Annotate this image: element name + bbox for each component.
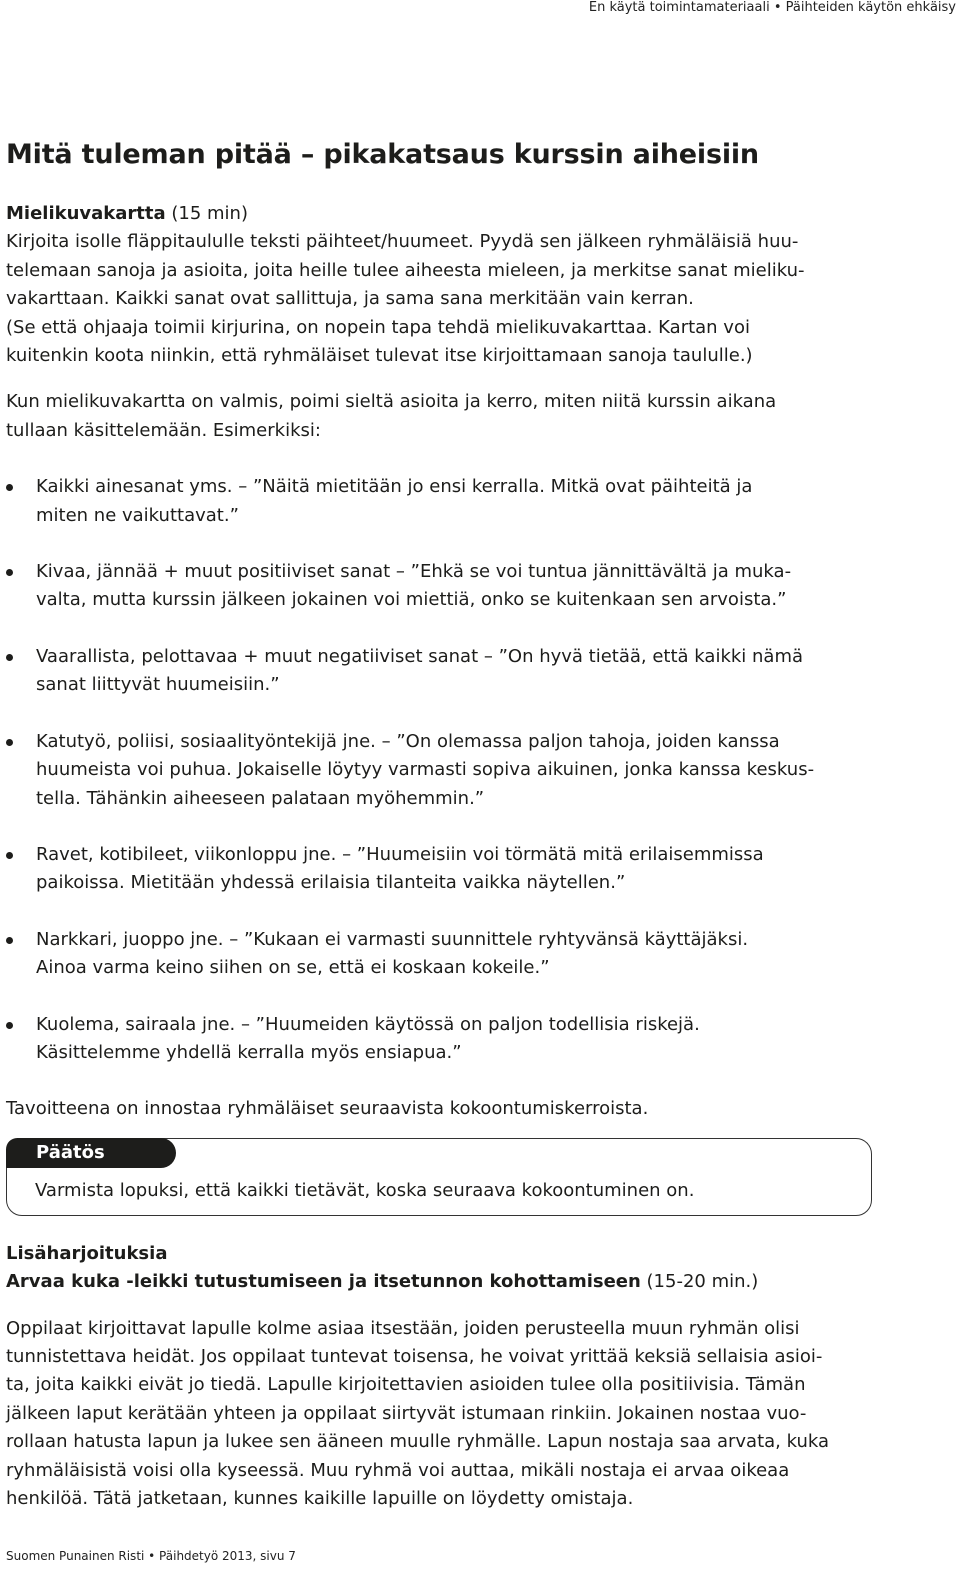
decision-box [6, 1138, 872, 1216]
text-line: huumeista voi puhua. Jokaiselle löytyy varmasti sopiva aikuinen, jonka kanssa keskus- [36, 759, 815, 781]
running-header: En käytä toimintamateriaali • Päihteiden käytön ehkäisy [588, 0, 956, 15]
text-line: vakarttaan. Kaikki sanat ovat sallittuja, ja sama sana merkitään vain kerran. [6, 288, 694, 310]
mindmap-followup [6, 388, 892, 445]
mindmap-duration: (15 min) [165, 203, 248, 224]
text-line: Oppilaat kirjoittavat lapulle kolme asiaa itsestään, joiden perusteella muun ryhmän olisi [6, 1317, 800, 1339]
text-line: telemaan sanoja ja asioita, joita heille tulee aiheesta mieleen, ja merkitse sanat mieliku- [6, 259, 805, 281]
text-line: sanat liittyvät huumeisiin.” [36, 674, 280, 696]
bullet-icon [6, 1022, 13, 1029]
text-line: Narkkari, juoppo jne. – ”Kukaan ei varmasti suunnittele ryhtyvänsä käyttäjäksi. [36, 928, 749, 950]
text-line: Ravet, kotibileet, viikonloppu jne. – ”Huumeisiin voi törmätä mitä erilaisemmissa [36, 843, 764, 865]
text-line: rollaan hatusta lapun ja lukee sen ääneen muulle ryhmälle. Lapun nostaja saa arvata, kuka [6, 1431, 830, 1453]
bullet-icon [6, 852, 13, 859]
list-item [6, 558, 892, 615]
goal-text: Tavoitteena on innostaa ryhmäläiset seuraavista kokoontumiskerroista. [6, 1098, 649, 1120]
bullet-icon [6, 569, 13, 576]
mindmap-heading: Mielikuvakartta [6, 203, 166, 224]
extra-heading: Lisäharjoituksia [6, 1242, 168, 1264]
decision-label: Päätös [6, 1138, 176, 1168]
text-line: tunnistettava heidät. Jos oppilaat tuntevat toisensa, he voivat yrittää keksiä sellaisia asioi- [6, 1345, 823, 1367]
text-line: Käsittelemme yhdellä kerralla myös ensiapua.” [36, 1041, 462, 1063]
game-instructions [6, 1315, 892, 1514]
text-line: Ainoa varma keino siihen on se, että ei koskaan kokeile.” [36, 957, 550, 979]
list-item [6, 1011, 892, 1068]
text-line: henkilöä. Tätä jatketaan, kunnes kaikille lapuille on löydetty omistaja. [6, 1488, 634, 1509]
bullet-icon [6, 937, 13, 944]
text-line: miten ne vaikuttavat.” [36, 504, 239, 526]
text-line: Kaikki ainesanat yms. – ”Näitä mietitään jo ensi kerralla. Mitkä ovat päihteitä ja [36, 476, 753, 498]
text-line: Kun mielikuvakartta on valmis, poimi sieltä asioita ja kerro, miten niitä kurssin aikana [6, 391, 777, 413]
text-line: tullaan käsittelemään. Esimerkiksi: [6, 419, 321, 441]
game-heading-line [6, 1268, 892, 1296]
text-line: (Se että ohjaaja toimii kirjurina, on nopein tapa tehdä mielikuvakarttaa. Kartan voi [6, 316, 750, 338]
example-list [6, 473, 892, 1067]
text-line: jälkeen laput kerätään yhteen ja oppilaat siirtyvät istumaan rinkiin. Jokainen nostaa vuo- [6, 1402, 807, 1424]
mindmap-instructions [6, 228, 892, 370]
page-title: Mitä tuleman pitää – pikakatsaus kurssin aiheisiin [6, 139, 759, 170]
bullet-icon [6, 739, 13, 746]
text-line: kuitenkin koota niinkin, että ryhmäläiset tulevat itse kirjoittamaan sanoja taululle.) [6, 345, 753, 367]
list-item [6, 926, 892, 983]
page-footer: Suomen Punainen Risti • Päihdetyö 2013, sivu 7 [6, 1549, 296, 1563]
text-line: valta, mutta kurssin jälkeen jokainen voi miettiä, onko se kuitenkaan sen arvoista.” [36, 589, 787, 611]
list-item [6, 643, 892, 700]
mindmap-heading-line [6, 200, 892, 228]
text-line: Kirjoita isolle fläppitaululle teksti päihteet/huumeet. Pyydä sen jälkeen ryhmäläisiä huu- [6, 231, 799, 253]
bullet-icon [6, 484, 13, 491]
decision-text: Varmista lopuksi, että kaikki tietävät, koska seuraava kokoontuminen on. [35, 1179, 695, 1201]
list-item [6, 841, 892, 898]
bullet-icon [6, 654, 13, 661]
text-line: ryhmäläisistä voisi olla kyseessä. Muu ryhmä voi auttaa, mikäli nostaja ei arvaa oikeaa [6, 1459, 790, 1481]
text-line: Kuolema, sairaala jne. – ”Huumeiden käytössä on paljon todellisia riskejä. [36, 1013, 700, 1035]
game-title: Arvaa kuka -leikki tutustumiseen ja itsetunnon kohottamiseen [6, 1271, 641, 1293]
text-line: tella. Tähänkin aiheeseen palataan myöhemmin.” [36, 787, 485, 809]
list-item [6, 728, 892, 813]
text-line: Kivaa, jännää + muut positiiviset sanat – ”Ehkä se voi tuntua jännittävältä ja muka- [36, 561, 792, 583]
page-content [6, 138, 892, 1513]
list-item [6, 473, 892, 530]
text-line: ta, joita kaikki eivät jo tiedä. Lapulle kirjoitettavien asioiden tulee olla positiivisia. Tämän [6, 1374, 806, 1396]
text-line: Katutyö, poliisi, sosiaalityöntekijä jne. – ”On olemassa paljon tahoja, joiden kanssa [36, 730, 780, 752]
text-line: Vaarallista, pelottavaa + muut negatiiviset sanat – ”On hyvä tietää, että kaikki nämä [36, 645, 804, 667]
text-line: paikoissa. Mietitään yhdessä erilaisia tilanteita vaikka näytellen.” [36, 872, 626, 894]
game-duration: (15-20 min.) [640, 1271, 759, 1293]
